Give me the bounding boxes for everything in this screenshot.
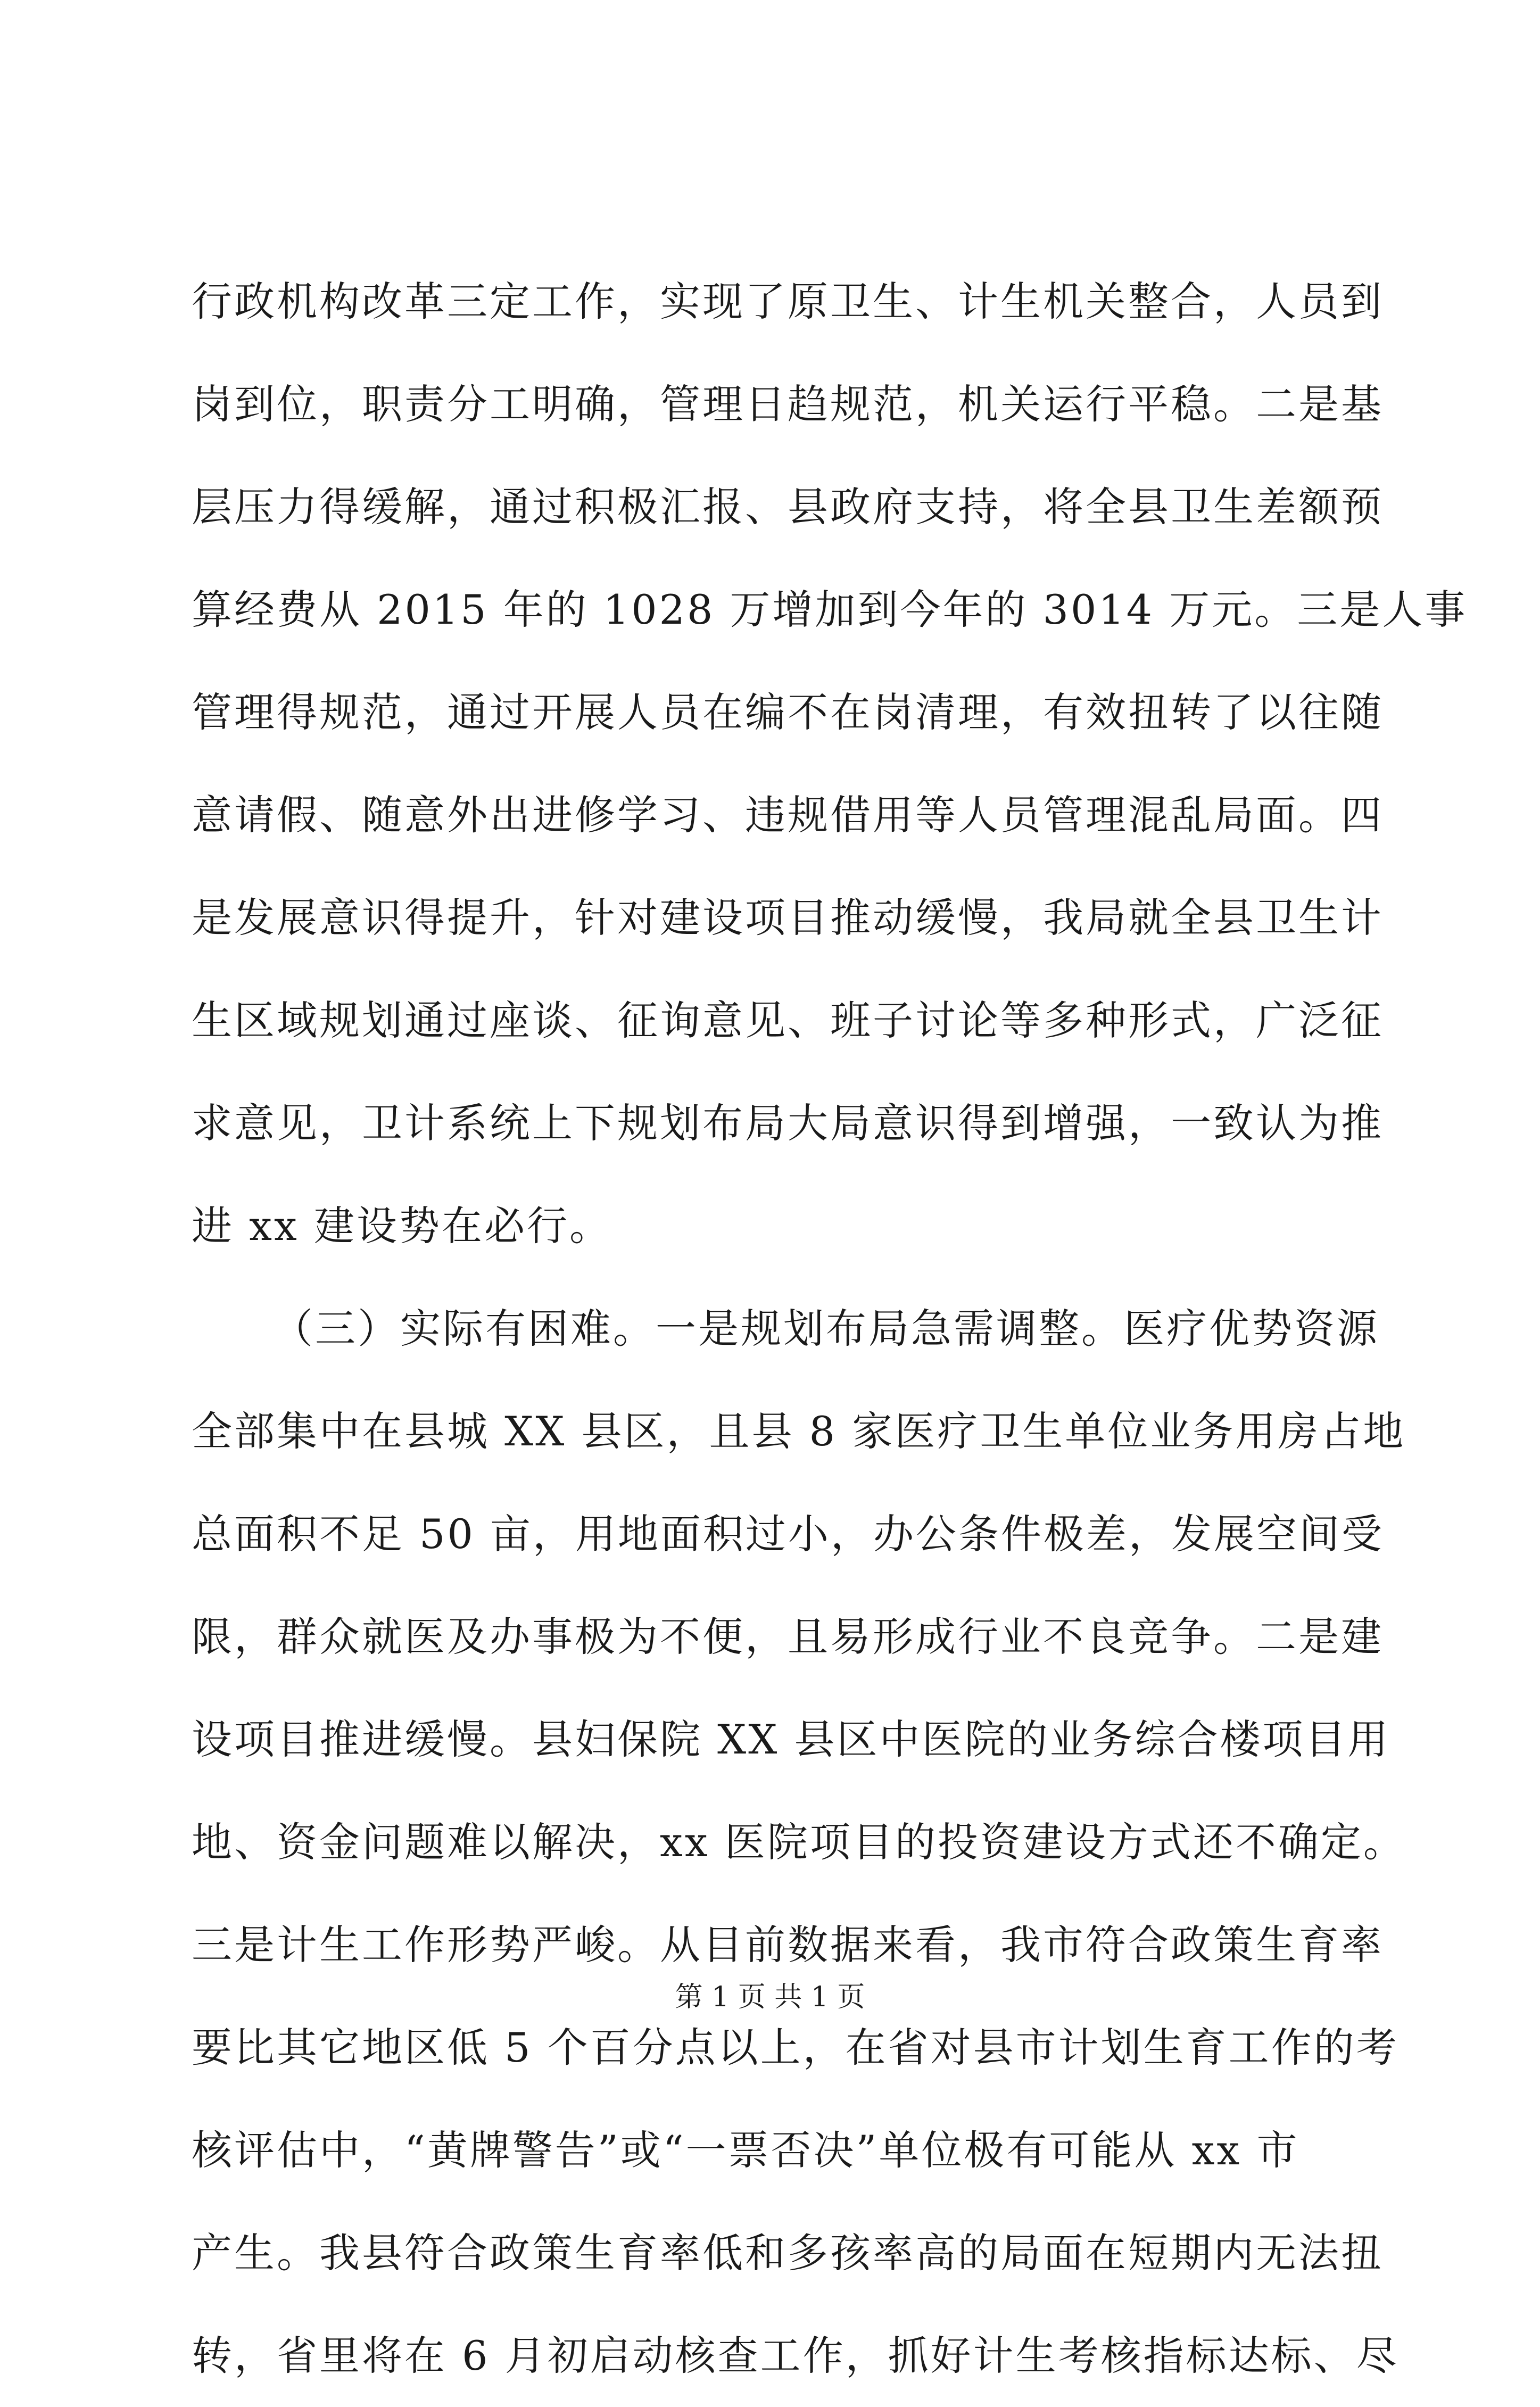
text-line: 全部集中在县城 XX 县区，且县 8 家医疗卫生单位业务用房占地 — [192, 1408, 1406, 1455]
text-line: 总面积不足 50 亩，用地面积过小，办公条件极差，发展空间受 — [192, 1510, 1385, 1558]
text-line: 要比其它地区低 5 个百分点以上，在省对县市计划生育工作的考 — [192, 2024, 1399, 2071]
text-line: 限，群众就医及办事极为不便，且易形成行业不良竞争。二是建 — [192, 1613, 1384, 1660]
text-line: 管理得规范，通过开展人员在编不在岗清理，有效扭转了以往随 — [192, 689, 1384, 736]
text-line: 求意见，卫计系统上下规划布局大局意识得到增强，一致认为推 — [192, 1099, 1384, 1147]
text-line: 是发展意识得提升，针对建设项目推动缓慢，我局就全县卫生计 — [192, 894, 1384, 941]
text-line: 算经费从 2015 年的 1028 万增加到今年的 3014 万元。三是人事 — [192, 586, 1468, 633]
document-body — [192, 250, 1468, 2407]
text-line: 三是计生工作形势严峻。从目前数据来看，我市符合政策生育率 — [192, 1921, 1384, 1968]
text-line: 行政机构改革三定工作，实现了原卫生、计生机关整合，人员到 — [192, 278, 1384, 325]
text-line: 产生。我县符合政策生育率低和多孩率高的局面在短期内无法扭 — [192, 2229, 1384, 2277]
text-line: 地、资金问题难以解决，xx 医院项目的投资建设方式还不确定。 — [192, 1818, 1406, 1866]
text-line: 生区域规划通过座谈、征询意见、班子讨论等多种形式，广泛征 — [192, 997, 1384, 1044]
text-line: 转，省里将在 6 月初启动核查工作，抓好计生考核指标达标、尽 — [192, 2332, 1399, 2379]
text-line: 岗到位，职责分工明确，管理日趋规范，机关运行平稳。二是基 — [192, 381, 1384, 428]
text-line: 意请假、随意外出进修学习、违规借用等人员管理混乱局面。四 — [192, 791, 1384, 839]
page-number-footer: 第 1 页 共 1 页 — [675, 1981, 865, 2013]
section-heading-line: （三）实际有困难。一是规划布局急需调整。医疗优势资源 — [272, 1305, 1379, 1352]
text-line: 设项目推进缓慢。县妇保院 XX 县区中医院的业务综合楼项目用 — [192, 1716, 1390, 1763]
text-line: 核评估中，“黄牌警告”或“一票否决”单位极有可能从 xx 市 — [192, 2127, 1299, 2174]
text-line: 层压力得缓解，通过积极汇报、县政府支持，将全县卫生差额预 — [192, 483, 1384, 531]
text-line: 进 xx 建设势在必行。 — [192, 1202, 612, 1250]
